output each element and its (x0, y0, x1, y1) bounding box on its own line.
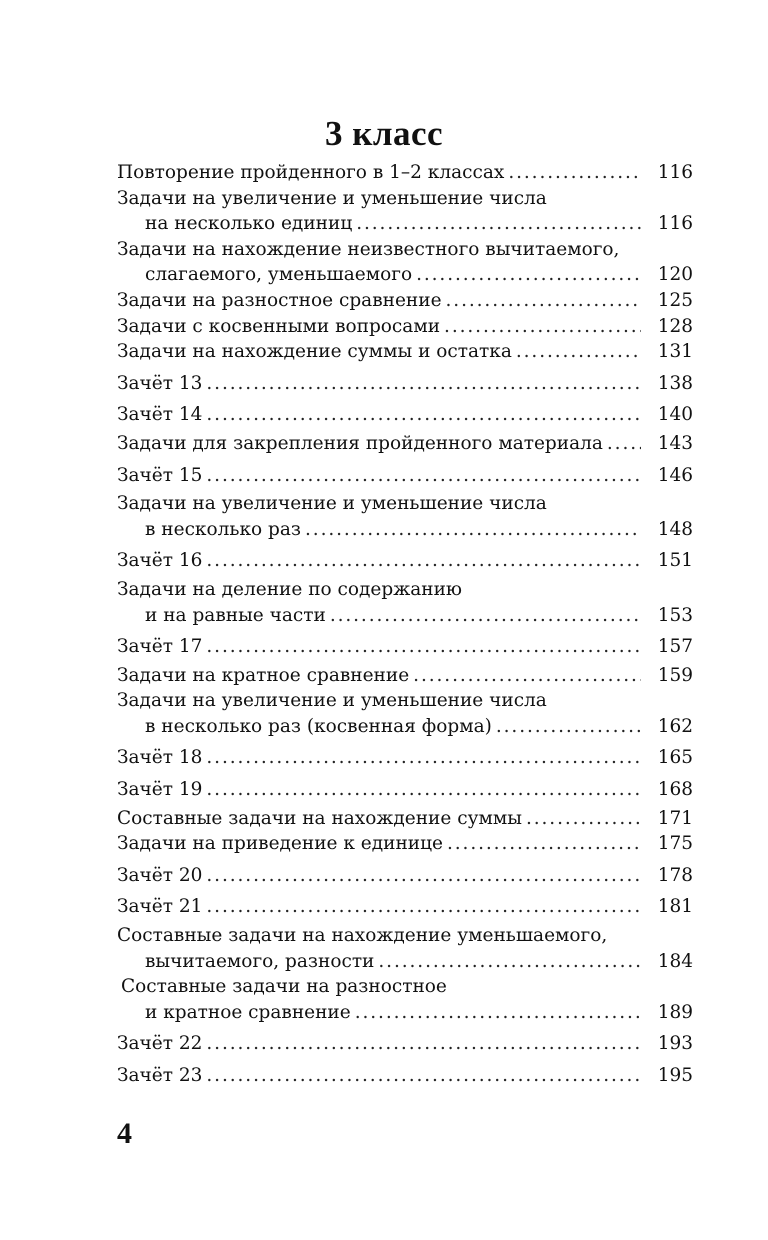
toc-entry-title-continuation: и на равные части (145, 604, 326, 626)
toc-entry-title: Задачи на деление по содержанию (117, 578, 463, 600)
dot-leader (355, 1000, 641, 1026)
toc-entry-title: Зачёт 13 (117, 372, 203, 394)
toc-entry-page: 153 (657, 604, 693, 626)
dot-leader (447, 831, 641, 857)
toc-entry-title: Задачи для закрепления пройденного материала (117, 432, 603, 454)
toc-entry-page: 178 (657, 864, 693, 886)
toc-entry (117, 923, 693, 974)
dot-leader (206, 371, 641, 397)
dot-leader (206, 894, 641, 920)
dot-leader (206, 463, 641, 489)
toc-entry-title: Задачи на увеличение и уменьшение числа (117, 493, 547, 515)
toc-entry-page: 125 (657, 289, 693, 311)
toc-entry (117, 974, 693, 1025)
toc-entry (117, 288, 693, 314)
toc-entry (117, 688, 693, 739)
toc-entry-title-continuation: в несколько раз (145, 518, 302, 540)
toc-entry-page: 184 (657, 950, 693, 972)
toc-entry-title: Зачёт 19 (117, 779, 203, 801)
toc-entry (117, 777, 693, 803)
dot-leader (206, 777, 641, 803)
toc-entry-title: Повторение пройденного в 1–2 классах (117, 162, 505, 183)
toc-entry-title: Задачи на нахождение суммы и остатка (117, 341, 512, 363)
toc-entry (117, 663, 693, 689)
dot-leader (413, 663, 641, 689)
toc-entry (117, 634, 693, 660)
section-title: 3 класс (324, 114, 444, 153)
dot-leader (444, 314, 641, 340)
toc-entry-page: 159 (657, 664, 693, 686)
toc-entry-title: Задачи на увеличение и уменьшение числа (117, 690, 547, 712)
toc-entry-page: 193 (657, 1033, 693, 1055)
toc-entry (117, 831, 693, 857)
toc-entry-title: Зачёт 16 (117, 550, 203, 572)
toc-entry (117, 463, 693, 489)
toc-entry-title-continuation: в несколько раз (косвенная форма) (145, 715, 492, 737)
toc-entry-page: 151 (657, 550, 693, 572)
dot-leader (526, 806, 641, 832)
toc-entry-page: 195 (657, 1065, 693, 1086)
dot-leader (508, 160, 641, 186)
toc-entry-page: 116 (657, 213, 693, 235)
toc-entry (117, 237, 693, 288)
toc-entry-page: 165 (657, 747, 693, 769)
toc-entry-title: Зачёт 18 (117, 747, 203, 769)
toc-entry-page: 189 (657, 1001, 693, 1023)
toc-entry-title-continuation: слагаемого, уменьшаемого (145, 264, 413, 286)
dot-leader (206, 402, 641, 428)
toc-entry-title: Зачёт 21 (117, 896, 203, 918)
toc-entry-title: Зачёт 14 (117, 404, 203, 426)
toc-entry-page: 138 (657, 372, 693, 394)
toc-entry (117, 863, 693, 889)
dot-leader (206, 1031, 641, 1057)
toc-entry-page: 131 (657, 341, 693, 363)
toc-entry (117, 745, 693, 771)
toc-entry-title-continuation: на несколько единиц (145, 213, 353, 235)
toc-entry-title: Задачи на разностное сравнение (117, 289, 442, 311)
dot-leader (330, 603, 641, 629)
dot-leader (356, 211, 641, 237)
toc-entry (117, 314, 693, 340)
toc-entry (117, 548, 693, 574)
toc-entry (117, 371, 693, 397)
toc-entry-title: Составные задачи на нахождение уменьшаемого, (117, 925, 608, 947)
toc-entry-title-continuation: вычитаемого, разности (145, 950, 375, 972)
toc-entry-page: 171 (657, 807, 693, 829)
dot-leader (206, 1063, 641, 1089)
toc-entry (117, 1031, 693, 1057)
toc-entry-title: Зачёт 22 (117, 1033, 203, 1055)
toc-entry-title: Зачёт 23 (117, 1065, 203, 1086)
toc-entry-page: 168 (657, 779, 693, 801)
toc-entry-page: 116 (657, 162, 693, 183)
dot-leader (416, 262, 641, 288)
toc-entry (117, 431, 693, 457)
toc-entry-title: Зачёт 17 (117, 636, 203, 658)
dot-leader (446, 288, 641, 314)
table-of-contents (117, 160, 693, 1092)
toc-entry (117, 577, 693, 628)
toc-entry (117, 160, 693, 186)
toc-entry-page: 146 (657, 464, 693, 486)
toc-entry (117, 491, 693, 542)
dot-leader (206, 745, 641, 771)
toc-entry-title: Задачи на приведение к единице (117, 833, 443, 855)
toc-entry (117, 806, 693, 832)
toc-entry-page: 148 (657, 518, 693, 540)
toc-entry-page: 157 (657, 636, 693, 658)
toc-entry-title: Составные задачи на разностное (121, 976, 447, 998)
toc-entry-page: 175 (657, 833, 693, 855)
toc-entry-title: Составные задачи на нахождение суммы (117, 807, 522, 829)
toc-entry-page: 120 (657, 264, 693, 286)
toc-entry-page: 162 (657, 715, 693, 737)
dot-leader (305, 517, 641, 543)
toc-entry (117, 1063, 693, 1089)
dot-leader (607, 431, 641, 457)
dot-leader (206, 634, 641, 660)
toc-entry (117, 402, 693, 428)
toc-entry-title: Задачи на увеличение и уменьшение числа (117, 187, 547, 209)
toc-entry-title-continuation: и кратное сравнение (145, 1001, 351, 1023)
toc-entry-page: 181 (657, 896, 693, 918)
dot-leader (496, 714, 641, 740)
dot-leader (378, 949, 641, 975)
toc-entry-page: 140 (657, 404, 693, 426)
dot-leader (206, 863, 641, 889)
toc-entry-title: Задачи на кратное сравнение (117, 664, 410, 686)
toc-entry-title: Зачёт 20 (117, 864, 203, 886)
toc-entry (117, 339, 693, 365)
toc-entry (117, 186, 693, 237)
toc-entry-title: Зачёт 15 (117, 464, 203, 486)
toc-entry-page: 128 (657, 315, 693, 337)
toc-entry (117, 894, 693, 920)
dot-leader (516, 339, 641, 365)
toc-entry-title: Задачи на нахождение неизвестного вычитаемого, (117, 238, 620, 260)
page-number: 4 (117, 1117, 132, 1150)
toc-entry-title: Задачи с косвенными вопросами (117, 315, 441, 337)
toc-entry-page: 143 (657, 432, 693, 454)
dot-leader (206, 548, 641, 574)
